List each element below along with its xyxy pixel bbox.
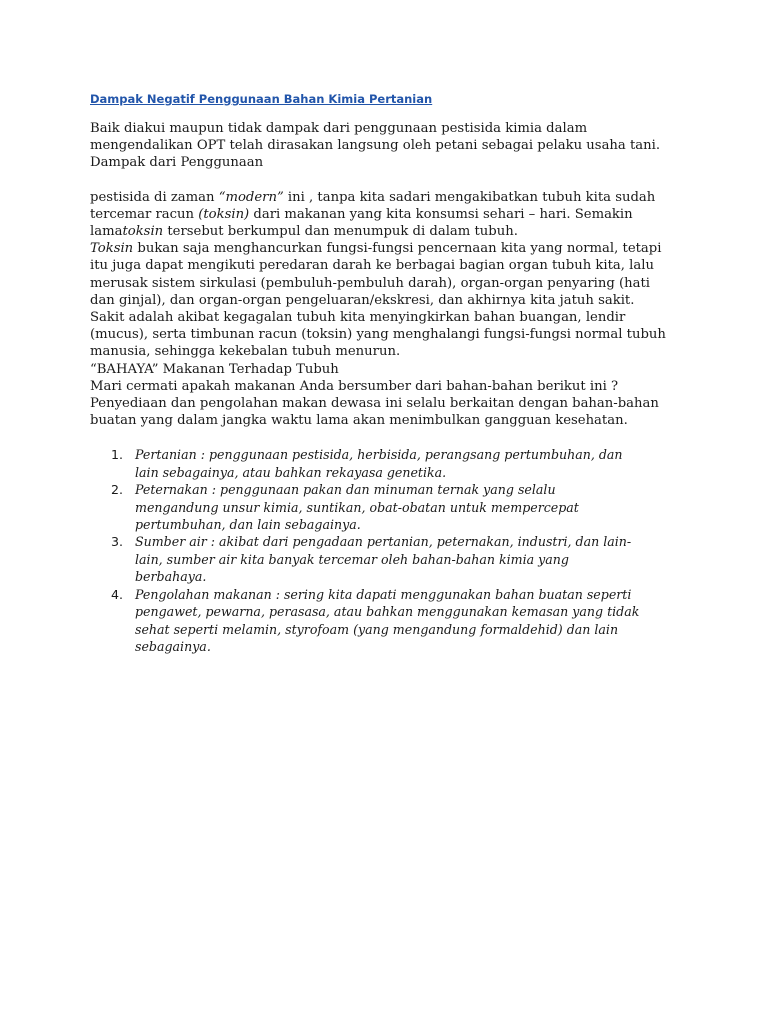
text-run: ini , tanpa kita sadari mengakibatkan tubuh kita sudah bbox=[283, 189, 656, 205]
text-run: bukan saja menghancurkan fungsi-fungsi pencernaan kita yang normal, tetapi bbox=[133, 241, 662, 257]
list-line: Sumber air : akibat dari pengadaan pertanian, peternakan, industri, dan lain- bbox=[135, 534, 632, 550]
list-line: Pengolahan makanan : sering kita dapati menggunakan bahan buatan seperti bbox=[135, 586, 632, 602]
text-line: (mucus), serta timbunan racun (toksin) yang menghalangi fungsi-fungsi normal tubuh bbox=[90, 327, 666, 343]
list-number: 4. bbox=[111, 586, 124, 602]
list-item-text bbox=[135, 586, 690, 656]
list-line: Pertanian : penggunaan pestisida, herbisida, perangsang pertumbuhan, dan bbox=[135, 447, 623, 463]
text-line: mengendalikan OPT telah dirasakan langsung oleh petani sebagai pelaku usaha tani. bbox=[90, 138, 661, 154]
list-item bbox=[111, 533, 690, 585]
text-line: dan ginjal), dan organ-organ pengeluaran/ekskresi, dan akhirnya kita jatuh sakit. bbox=[90, 292, 635, 308]
list-number: 3. bbox=[111, 534, 124, 550]
list-item bbox=[111, 481, 690, 533]
list-item bbox=[111, 446, 690, 481]
text-line: Penyediaan dan pengolahan makan dewasa ini selalu berkaitan dengan bahan-bahan bbox=[90, 396, 659, 412]
text-line bbox=[90, 223, 690, 240]
text-run: lama bbox=[90, 224, 123, 240]
list-line: Peternakan : penggunaan pakan dan minuman ternak yang selalu bbox=[135, 482, 556, 498]
list-line: sehat seperti melamin, styrofoam (yang mengandung formaldehid) dan lain bbox=[135, 621, 619, 637]
text-run: pestisida di zaman bbox=[90, 189, 219, 205]
intro-paragraph bbox=[90, 120, 690, 172]
emphasis-text: Toksin bbox=[90, 241, 134, 257]
list-line: pengawet, pewarna, perasasa, atau bahkan menggunakan kemasan yang tidak bbox=[135, 604, 640, 620]
text-run: tercemar racun bbox=[90, 206, 199, 222]
text-line: merusak sistem sirkulasi (pembuluh-pembuluh darah), organ-organ penyaring (hati bbox=[90, 275, 651, 291]
emphasis-text: toksin bbox=[122, 224, 164, 240]
text-line bbox=[90, 189, 690, 206]
text-line: buatan yang dalam jangka waktu lama akan menimbulkan gangguan kesehatan. bbox=[90, 413, 628, 429]
list-item-text bbox=[135, 533, 690, 585]
list-item-text bbox=[135, 446, 690, 481]
text-line: itu juga dapat mengikuti peredaran darah ke berbagai bagian organ tubuh kita, lalu bbox=[90, 258, 654, 274]
list-line: lain sebagainya, atau bahkan rekayasa genetika. bbox=[135, 464, 447, 480]
list-item-text bbox=[135, 481, 690, 533]
list-line: mengandung unsur kimia, suntikan, obat-obatan untuk mempercepat bbox=[135, 499, 579, 515]
section-heading: “BAHAYA” Makanan Terhadap Tubuh bbox=[90, 361, 339, 377]
body-paragraph bbox=[90, 189, 690, 430]
list-line: lain, sumber air kita banyak tercemar oleh bahan-bahan kimia yang bbox=[135, 551, 569, 567]
text-line: Sakit adalah akibat kegagalan tubuh kita menyingkirkan bahan buangan, lendir bbox=[90, 310, 626, 326]
list-line: sebagainya. bbox=[135, 638, 211, 654]
text-line bbox=[90, 240, 690, 257]
emphasis-text: (toksin) bbox=[198, 206, 250, 222]
text-line: Dampak dari Penggunaan bbox=[90, 155, 264, 171]
paragraph-gap bbox=[90, 172, 690, 189]
document-page bbox=[90, 88, 690, 655]
list-number: 1. bbox=[111, 447, 124, 463]
emphasis-text: “modern” bbox=[218, 189, 284, 205]
list-number: 2. bbox=[111, 482, 124, 498]
text-line bbox=[90, 206, 690, 223]
text-line: manusia, sehingga kekebalan tubuh menurun. bbox=[90, 344, 401, 360]
text-run: tersebut berkumpul dan menumpuk di dalam tubuh. bbox=[163, 224, 518, 240]
article-title-link[interactable]: Dampak Negatif Penggunaan Bahan Kimia Pertanian bbox=[90, 92, 433, 106]
list-item bbox=[111, 586, 690, 656]
text-line: Baik diakui maupun tidak dampak dari penggunaan pestisida kimia dalam bbox=[90, 121, 588, 136]
numbered-list bbox=[90, 446, 690, 655]
list-line: berbahaya. bbox=[135, 569, 207, 585]
list-line: pertumbuhan, dan lain sebagainya. bbox=[135, 517, 361, 533]
text-run: dari makanan yang kita konsumsi sehari – hari. Semakin bbox=[249, 206, 633, 222]
text-line: Mari cermati apakah makanan Anda bersumber dari bahan-bahan berikut ini ? bbox=[90, 378, 619, 394]
